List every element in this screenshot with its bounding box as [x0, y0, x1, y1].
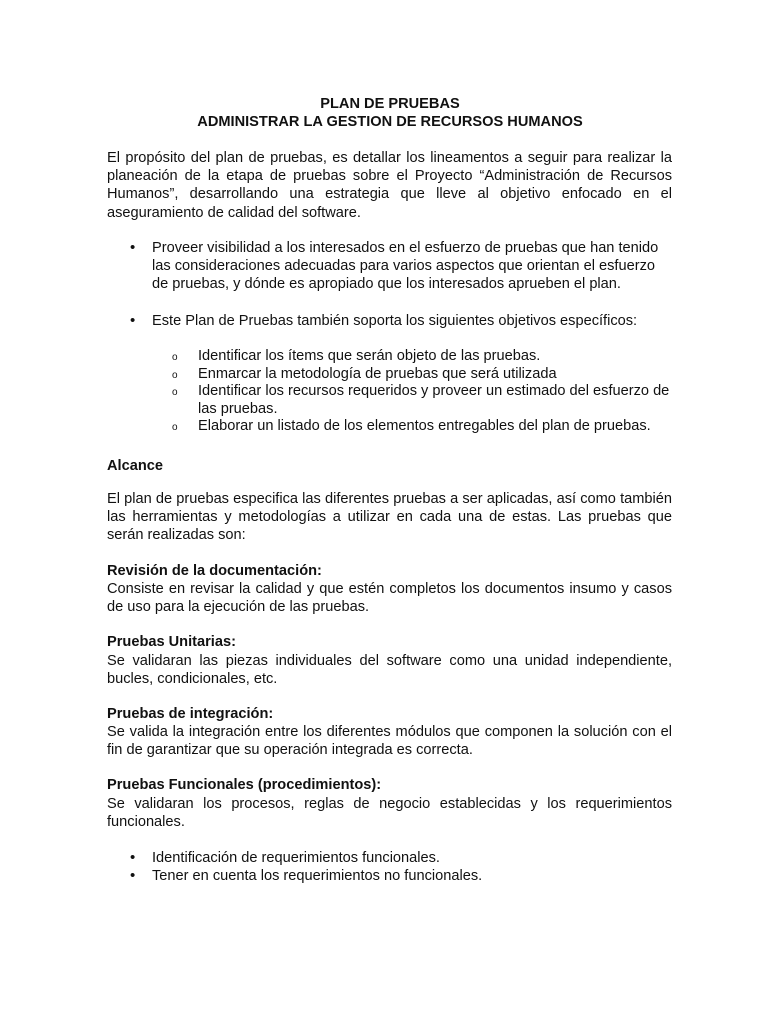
section-heading-functional-tests: Pruebas Funcionales (procedimientos):	[107, 777, 382, 793]
scope-heading: Alcance	[107, 458, 163, 474]
list-item: • Identificación de requerimientos funcionales.	[130, 849, 440, 866]
section-text-unit-tests: Se validaran las piezas individuales del software como una unidad independiente, bucles, condicionales, etc.	[107, 653, 672, 688]
section-heading-documentation: Revisión de la documentación:	[107, 563, 322, 579]
bullet-icon: •	[130, 867, 136, 885]
circle-bullet-icon: o	[172, 352, 178, 363]
functional-items-list	[107, 849, 672, 885]
section-heading-unit-tests: Pruebas Unitarias:	[107, 634, 236, 650]
list-item: o Elaborar un listado de los elementos entregables del plan de pruebas.	[172, 418, 672, 436]
document-title: PLAN DE PRUEBAS	[320, 96, 460, 112]
bullet-icon: •	[130, 239, 136, 256]
list-item: • Proveer visibilidad a los interesados en el esfuerzo de pruebas que han tenido las consideraciones adecuadas para varios aspectos que orientan el esfuerzo de pruebas, y dónde es apropiado que los interesados aprueben el plan.	[130, 239, 659, 293]
section-text-integration-tests: Se valida la integración entre los diferentes módulos que componen la solución con el fin de garantizar que su operación integrada es correcta.	[107, 724, 672, 759]
scope-paragraph: El plan de pruebas especifica las diferentes pruebas a ser aplicadas, así como también las herramientas y metodologías a utilizar en cada una de estas. Las pruebas que serán realizadas son:	[107, 491, 672, 544]
circle-bullet-icon: o	[172, 369, 178, 381]
document-subtitle: ADMINISTRAR LA GESTION DE RECURSOS HUMANOS	[197, 114, 583, 130]
circle-bullet-icon: o	[172, 387, 178, 399]
goals-list	[107, 239, 672, 294]
list-item: o Identificar los ítems que serán objeto de las pruebas.	[172, 348, 672, 366]
section-heading-integration-tests: Pruebas de integración:	[107, 706, 274, 722]
section-text-functional-tests: Se validaran los procesos, reglas de negocio establecidas y los requerimientos funcionales.	[107, 796, 672, 831]
list-item: o Identificar los recursos requeridos y proveer un estimado del esfuerzo de las pruebas.	[172, 383, 670, 417]
intro-paragraph: El propósito del plan de pruebas, es detallar los lineamentos a seguir para realizar la planeación de la etapa de pruebas sobre el Proyecto “Administración de Recursos Humanos”, desarrollando una estrategia que lleve al objetivo enfocado en el aseguramiento de calidad del software.	[107, 150, 672, 221]
circle-bullet-icon: o	[172, 422, 178, 434]
list-item: • Tener en cuenta los requerimientos no funcionales.	[130, 867, 483, 885]
section-text-documentation: Consiste en revisar la calidad y que estén completos los documentos insumo y casos de uso para la ejecución de las pruebas.	[107, 581, 672, 616]
bullet-icon: •	[130, 849, 136, 866]
list-item: o Enmarcar la metodología de pruebas que será utilizada	[172, 366, 672, 384]
bullet-icon: •	[130, 312, 136, 329]
objectives-list	[172, 348, 672, 436]
goals-list-2	[107, 312, 672, 330]
list-item: • Este Plan de Pruebas también soporta los siguientes objetivos específicos:	[130, 312, 638, 329]
